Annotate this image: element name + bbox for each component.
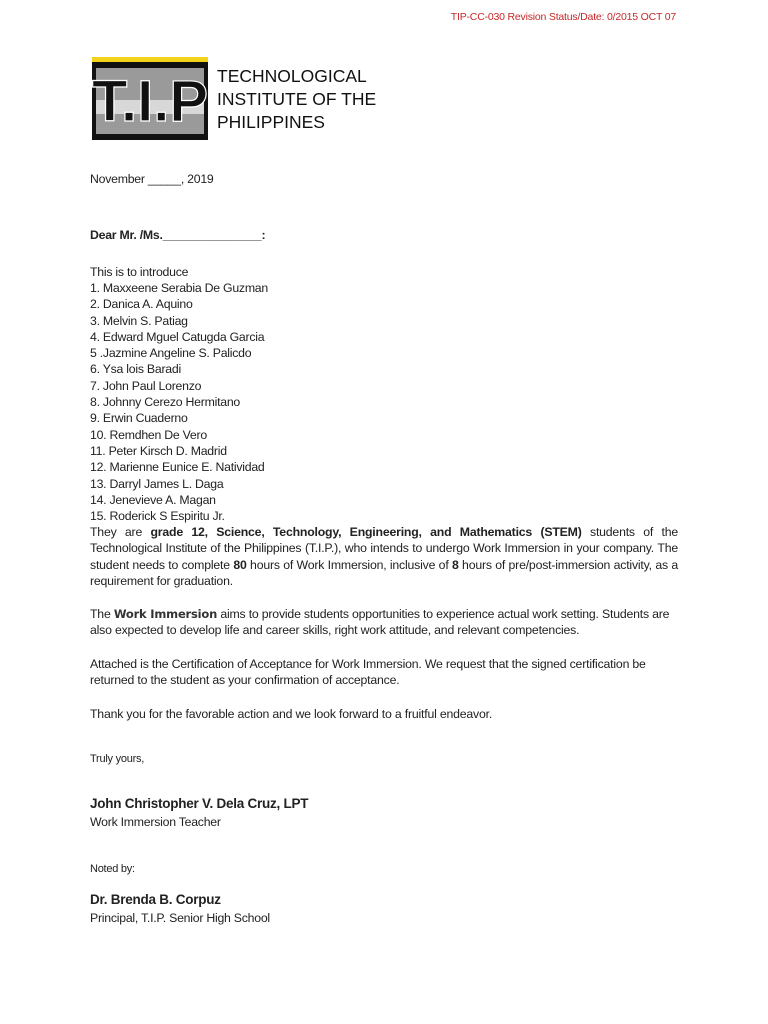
list-item: 15. Roderick S Espiritu Jr. (90, 509, 225, 524)
list-item: 10. Remdhen De Vero (90, 427, 207, 442)
logo-lettering: T.I.P (92, 69, 208, 134)
list-item: 4. Edward Mguel Catugda Garcia (90, 329, 265, 344)
body-paragraph-thanks: Thank you for the favorable action and we look forward to a fruitful endeavor. (90, 707, 493, 721)
signatory-role: Work Immersion Teacher (90, 815, 221, 829)
institute-line: INSTITUTE OF THE (217, 89, 377, 109)
list-item: 12. Marienne Eunice E. Natividad (90, 460, 265, 475)
text-run: hours of pre/post-immersion activity, as a requirement for graduation. (90, 557, 678, 589)
text-run: hours of Work Immersion, inclusive of (246, 557, 452, 572)
closing: Truly yours, (90, 753, 145, 765)
list-item: 8. Johnny Cerezo Hermitano (90, 395, 241, 410)
document-code: TIP-CC-030 Revision Status/Date: 0/2015 OCT 07 (450, 11, 676, 23)
list-item: 9. Erwin Cuaderno (90, 411, 188, 426)
body-paragraph-attachment: Attached is the Certification of Acceptance for Work Immersion. We request that the signed certification be returned to the student as your confirmation of acceptance. (90, 657, 646, 688)
student-list (90, 280, 268, 524)
strand-emphasis: grade 12, Science, Technology, Engineering, and Mathematics (STEM) (150, 525, 582, 539)
list-item: 3. Melvin S. Patiag (90, 313, 188, 328)
tip-logo (92, 57, 208, 140)
noted-by-label: Noted by: (90, 863, 135, 875)
signatory-name: Dr. Brenda B. Corpuz (90, 892, 221, 907)
intro-line: This is to introduce (90, 265, 189, 279)
hours-total: 80 (233, 557, 247, 572)
list-item: 6. Ysa lois Baradi (90, 362, 181, 377)
list-item: 14. Jenevieve A. Magan (90, 492, 216, 507)
institute-name (217, 65, 376, 134)
list-item: 5 .Jazmine Angeline S. Palicdo (90, 346, 252, 361)
signatory-role: Principal, T.I.P. Senior High School (90, 911, 270, 925)
work-immersion-emphasis: Work Immersion (113, 607, 218, 621)
body-paragraph-purpose (90, 606, 678, 639)
signatory-name: John Christopher V. Dela Cruz, LPT (90, 796, 309, 811)
list-item: 13. Darryl James L. Daga (90, 476, 224, 491)
body-paragraph-students (90, 524, 678, 590)
institute-line: PHILIPPINES (217, 112, 325, 132)
list-item: 11. Peter Kirsch D. Madrid (90, 443, 227, 458)
salutation: Dear Mr. /Ms._______________: (90, 228, 266, 242)
list-item: 2. Danica A. Aquino (90, 297, 193, 312)
list-item: 7. John Paul Lorenzo (90, 378, 202, 393)
text-run: students of the Technological Institute of the Philippines (T.I.P.), who intends to undergo Work Immersion in your company. The student needs to complete (90, 525, 678, 572)
hours-pre-post: 8 (451, 557, 459, 572)
text-run: aims to provide students opportunities to experience actual work setting. Students are also expected to develop life and career skills, right work attitude, and relevant competencies. (90, 607, 670, 638)
text-run: They are (90, 525, 151, 539)
text-run: The (90, 607, 114, 621)
list-item: 1. Maxxeene Serabia De Guzman (90, 281, 268, 295)
institute-line: TECHNOLOGICAL (217, 66, 367, 86)
letter-date: November _____, 2019 (90, 172, 214, 186)
